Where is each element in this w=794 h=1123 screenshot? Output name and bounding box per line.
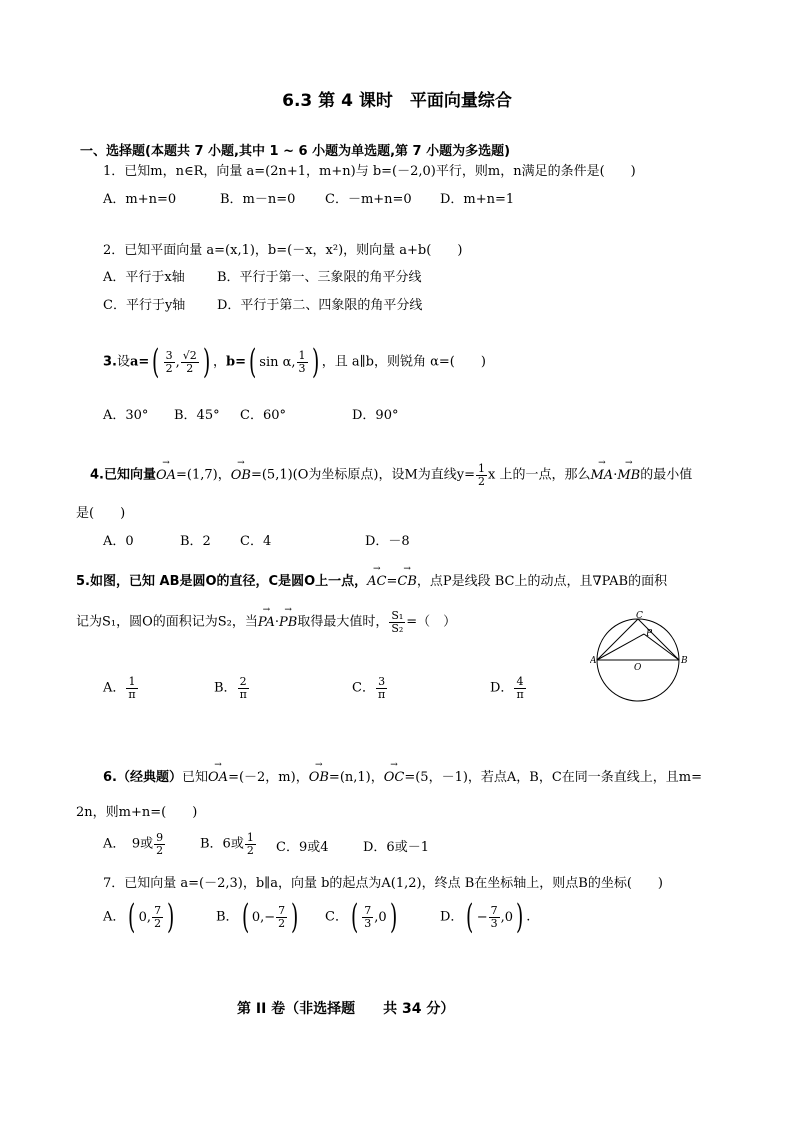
q5-a-num: 1 xyxy=(126,676,137,689)
q7-a-den: 2 xyxy=(154,916,162,930)
q5-b-den: π xyxy=(239,687,247,701)
q3-option-b: B．45° xyxy=(174,408,220,423)
label-p: P xyxy=(646,629,653,639)
q7-c-den: 3 xyxy=(364,916,372,930)
q5-line2c: =（ ） xyxy=(406,614,457,630)
q3-option-c: C．60° xyxy=(240,408,286,423)
q5-a-letter: A． xyxy=(103,680,126,696)
q6-a-den: 2 xyxy=(156,843,164,857)
q4-line2: 是( ) xyxy=(76,506,126,521)
q5-d-den: π xyxy=(516,687,524,701)
q4-option-c: C．4 xyxy=(240,534,272,549)
q3-a2-den: 2 xyxy=(186,361,194,375)
q7-c-num: 7 xyxy=(364,903,372,917)
q3-a1-num: 3 xyxy=(165,348,173,362)
q6-p1: 已知 xyxy=(182,770,209,785)
q3-a1-den: 2 xyxy=(165,361,173,375)
q3-b1: sin α, xyxy=(259,354,296,370)
q7-d-end: . xyxy=(526,909,531,925)
q1-option-c: C．－m+n=0 xyxy=(325,192,412,207)
q7-c-y: ,0 xyxy=(374,909,387,925)
q1-stem: 1．已知m，n∈R，向量 a=(2n+1，m+n)与 b=(－2,0)平行，则m，n满足的条件是( ) xyxy=(103,164,636,179)
q5-eq: = xyxy=(386,574,398,589)
q2-option-c: C．平行于y轴 xyxy=(103,298,186,313)
q6-a-pre: A． 9或 xyxy=(103,836,154,852)
q7-d-y: ,0 xyxy=(500,909,514,925)
q5-a-den: π xyxy=(128,687,136,701)
q5-option-b xyxy=(214,676,250,700)
q6-p4: =(5，－1)，若点A，B，C在同一条直线上，且m= xyxy=(404,770,703,785)
q5-s1: S₁ xyxy=(391,609,404,622)
q6-option-c: C．9或4 xyxy=(276,840,329,855)
q6-b-pre: B．6或 xyxy=(200,836,244,852)
q5-option-c xyxy=(352,676,388,700)
q5-line1b: ，点P是线段 BC上的动点，且∇PAB的面积 xyxy=(416,574,668,589)
label-b: B xyxy=(681,656,688,666)
q4-vector-ma: → MA xyxy=(591,468,614,483)
q5-b-num: 2 xyxy=(238,676,249,689)
q3-lead: 设 xyxy=(116,354,130,370)
page-title: 6.3 第 4 课时 平面向量综合 xyxy=(282,91,512,111)
q4-part4: x 上的一点，那么 xyxy=(488,467,591,483)
q3-stem: 3.设a= ( $\frac{3}{2}$ , $\frac{√2}{2}$ ) ，b= ( sin α, $\frac{1}{3}$ ) ，且 a∥b，则锐角 α=( ) xyxy=(103,342,486,382)
q6-p3: =(n,1)， xyxy=(328,770,384,785)
q7-d-num: 7 xyxy=(490,903,498,917)
q7-a-num: 7 xyxy=(154,903,162,917)
q5-line1-text: 5.如图，已知 AB是圆O的直径，C是圆O上一点， xyxy=(76,574,368,589)
q7-b-num: 7 xyxy=(278,903,286,917)
q6-number: 6. xyxy=(103,770,117,785)
q4-vector-oa: → OA xyxy=(156,468,176,483)
q6-p2: =(－2，m)， xyxy=(228,770,309,785)
q7-b-den: 2 xyxy=(278,916,286,930)
q3-a2-num: √2 xyxy=(182,348,197,362)
q1-option-a: A．m+n=0 xyxy=(103,192,177,207)
q6-tag: （经典题） xyxy=(116,770,182,785)
q5-c-num: 3 xyxy=(376,676,387,689)
q1-option-d: D．m+n=1 xyxy=(440,192,515,207)
q4-option-a: A．0 xyxy=(103,534,134,549)
q4-dot: · xyxy=(613,467,618,483)
q3-number: 3. xyxy=(103,354,117,370)
q2-option-d: D．平行于第二、四象限的角平分线 xyxy=(217,298,423,313)
q5-arc-cb: → CB xyxy=(397,574,417,589)
q5-d-letter: D． xyxy=(490,680,514,696)
q4-part5: 的最小值 xyxy=(640,467,693,483)
q4-frac-den: 2 xyxy=(478,474,486,488)
q7-a-letter: A． xyxy=(103,909,126,925)
q6-option-b xyxy=(200,832,257,856)
q6-vector-oc: → OC xyxy=(384,770,405,785)
q6-vector-oa: → OA xyxy=(208,770,228,785)
label-o: O xyxy=(634,663,642,673)
q5-option-d xyxy=(490,676,527,700)
q5-c-letter: C． xyxy=(352,680,375,696)
q2-option-b: B．平行于第一、三象限的角平分线 xyxy=(217,270,422,285)
q4-vector-ob: → OB xyxy=(231,468,251,483)
q4-part1: 4.已知向量 xyxy=(90,467,156,483)
q7-d-letter: D． xyxy=(440,909,464,925)
q7-stem: 7．已知向量 a=(－2,3)，b∥a，向量 b的起点为A(1,2)，终点 B在坐标轴上，则点B的坐标( ) xyxy=(103,876,663,891)
q2-stem: 2．已知平面向量 a=(x,1)，b=(－x，x²)，则向量 a+b( ) xyxy=(103,243,463,258)
q1-option-b: B．m－n=0 xyxy=(220,192,296,207)
q4-option-b: B．2 xyxy=(180,534,211,549)
q5-vector-pa: → PA xyxy=(258,615,275,630)
q4-stem xyxy=(90,463,692,487)
section-heading: 一、选择题(本题共 7 小题,其中 1 ~ 6 小题为单选题,第 7 小题为多选题) xyxy=(80,144,511,159)
q5-option-a xyxy=(103,676,139,700)
q5-arc-ac: → AC xyxy=(367,574,386,589)
q4-part2: =(1,7)， xyxy=(176,467,231,483)
segment-cb xyxy=(638,619,679,660)
q6-stem xyxy=(103,766,702,785)
part2-heading: 第 II 卷（非选择题 共 34 分） xyxy=(237,1001,455,1017)
q3-option-a: A．30° xyxy=(103,408,149,423)
q5-d-num: 4 xyxy=(514,676,525,689)
q6-option-d: D．6或－1 xyxy=(363,840,429,855)
q6-option-a xyxy=(103,832,166,856)
q5-c-den: π xyxy=(377,687,386,701)
q7-d-x: − xyxy=(476,909,488,925)
q7-d-den: 3 xyxy=(490,916,498,930)
q3-b-label: b= xyxy=(226,354,247,370)
q3-a-label: a= xyxy=(130,354,150,370)
q4-part3: =(5,1)(O为坐标原点)，设M为直线y= xyxy=(250,467,476,483)
label-a: A xyxy=(590,656,597,666)
q5-line1 xyxy=(76,570,667,589)
circle-diagram xyxy=(590,610,690,710)
q7-option-d: D． ( − $\frac{7}{3}$ ,0 ) . xyxy=(440,897,531,937)
q5-line2b: 取得最大值时， xyxy=(297,614,389,630)
q4-vector-mb: → MB xyxy=(617,468,640,483)
q3-option-d: D．90° xyxy=(352,408,399,423)
q6-vector-ob: → OB xyxy=(309,770,329,785)
label-c: C xyxy=(636,611,643,621)
q7-b-x: 0,− xyxy=(251,909,276,925)
q7-option-a: A． ( 0, $\frac{7}{2}$ ) xyxy=(103,897,175,937)
q6-b-num: 1 xyxy=(246,831,254,844)
q4-option-d: D．－8 xyxy=(365,534,410,549)
q5-dot: · xyxy=(274,614,279,630)
q5-line2 xyxy=(76,610,456,634)
q5-vector-pb: → PB xyxy=(279,615,297,630)
q5-b-letter: B． xyxy=(214,680,237,696)
q3-tail: ，且 a∥b，则锐角 α=( ) xyxy=(321,354,486,370)
q5-s2: S₂ xyxy=(391,621,404,635)
q6-line2: 2n，则m+n=( ) xyxy=(76,805,198,820)
q6-b-den: 2 xyxy=(246,843,254,857)
q7-b-letter: B． xyxy=(216,909,239,925)
q7-option-c: C． ( $\frac{7}{3}$ ,0 ) xyxy=(325,897,397,937)
q3-b2-den: 3 xyxy=(298,361,306,375)
q5-line2a: 记为S₁，圆O的面积记为S₂，当 xyxy=(76,614,258,630)
q2-option-a: A．平行于x轴 xyxy=(103,270,185,285)
q7-c-letter: C． xyxy=(325,909,348,925)
q7-option-b: B． ( 0,− $\frac{7}{2}$ ) xyxy=(216,897,299,937)
q4-frac-num: 1 xyxy=(478,462,486,475)
q7-a-x: 0, xyxy=(138,909,152,925)
q6-a-num: 9 xyxy=(156,831,164,844)
segment-ac xyxy=(597,619,638,660)
q3-b2-num: 1 xyxy=(298,348,306,362)
